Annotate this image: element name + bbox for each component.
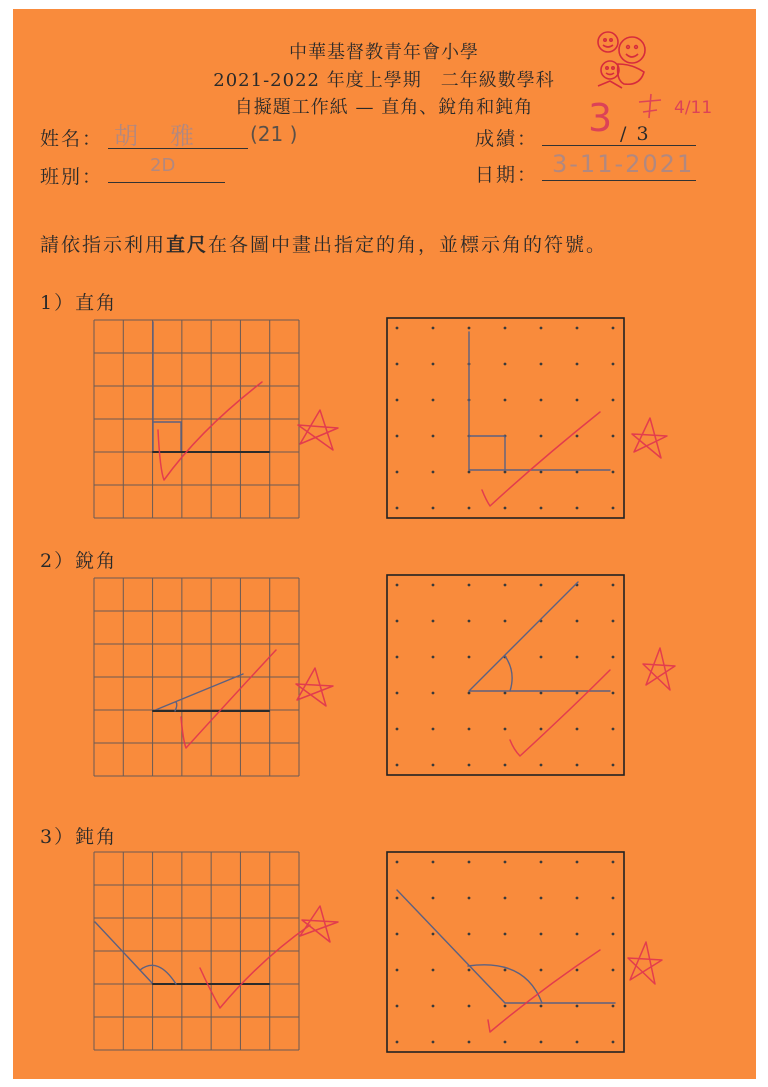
name-value: 胡 雅 bbox=[114, 122, 198, 150]
check-date: 4/11 bbox=[674, 98, 713, 118]
q3-star-dots bbox=[628, 942, 662, 984]
question-2-label: 2）銳角 bbox=[40, 550, 118, 572]
q1-star-grid bbox=[298, 410, 338, 450]
q3-grid-obtuse-angle bbox=[95, 922, 269, 984]
school-name: 中華基督教青年會小學 bbox=[289, 42, 479, 63]
worksheet-title: 自擬題工作紙 — 直角、銳角和鈍角 bbox=[234, 97, 534, 118]
name-label: 姓名： bbox=[40, 128, 104, 150]
q2-tick-grid bbox=[181, 650, 276, 748]
q1-grid-right-angle bbox=[153, 322, 269, 452]
q2-grid-acute-angle bbox=[153, 674, 269, 711]
q1-star-dots bbox=[632, 418, 667, 458]
score-total: / 3 bbox=[620, 123, 651, 145]
q2-star-grid bbox=[296, 668, 333, 706]
term-title: 2021-2022 年度上學期 二年級數學科 bbox=[213, 70, 555, 91]
class-number: (21 ) bbox=[250, 122, 298, 146]
question-1-label: 1）直角 bbox=[40, 292, 118, 314]
q2-tick-dots bbox=[510, 670, 610, 756]
q3-tick-grid bbox=[200, 925, 310, 1008]
question-3-label: 3）鈍角 bbox=[40, 826, 118, 848]
instruction-ruler: 直尺 bbox=[166, 234, 209, 256]
date-value: 3-11-2021 bbox=[552, 150, 695, 178]
score-label: 成績： bbox=[475, 128, 539, 150]
q2-star-dots bbox=[643, 648, 675, 690]
date-label: 日期： bbox=[475, 164, 539, 186]
q3-dot-obtuse-angle bbox=[397, 890, 615, 1003]
class-value: 2D bbox=[150, 155, 176, 176]
instruction-text-rest: 在各圖中畫出指定的角，並標示角的符號。 bbox=[208, 234, 608, 256]
score-value: 3 bbox=[588, 96, 613, 140]
q2-dot-acute-angle bbox=[469, 582, 610, 691]
q1-tick-grid bbox=[158, 382, 262, 480]
class-label: 班別： bbox=[40, 166, 104, 188]
q3-star-grid bbox=[300, 906, 338, 942]
q1-tick-dots bbox=[482, 412, 600, 506]
q1-dot-right-angle bbox=[469, 332, 610, 470]
instruction-text: 請依指示利用 bbox=[40, 234, 167, 256]
q3-tick-dots bbox=[488, 950, 600, 1032]
